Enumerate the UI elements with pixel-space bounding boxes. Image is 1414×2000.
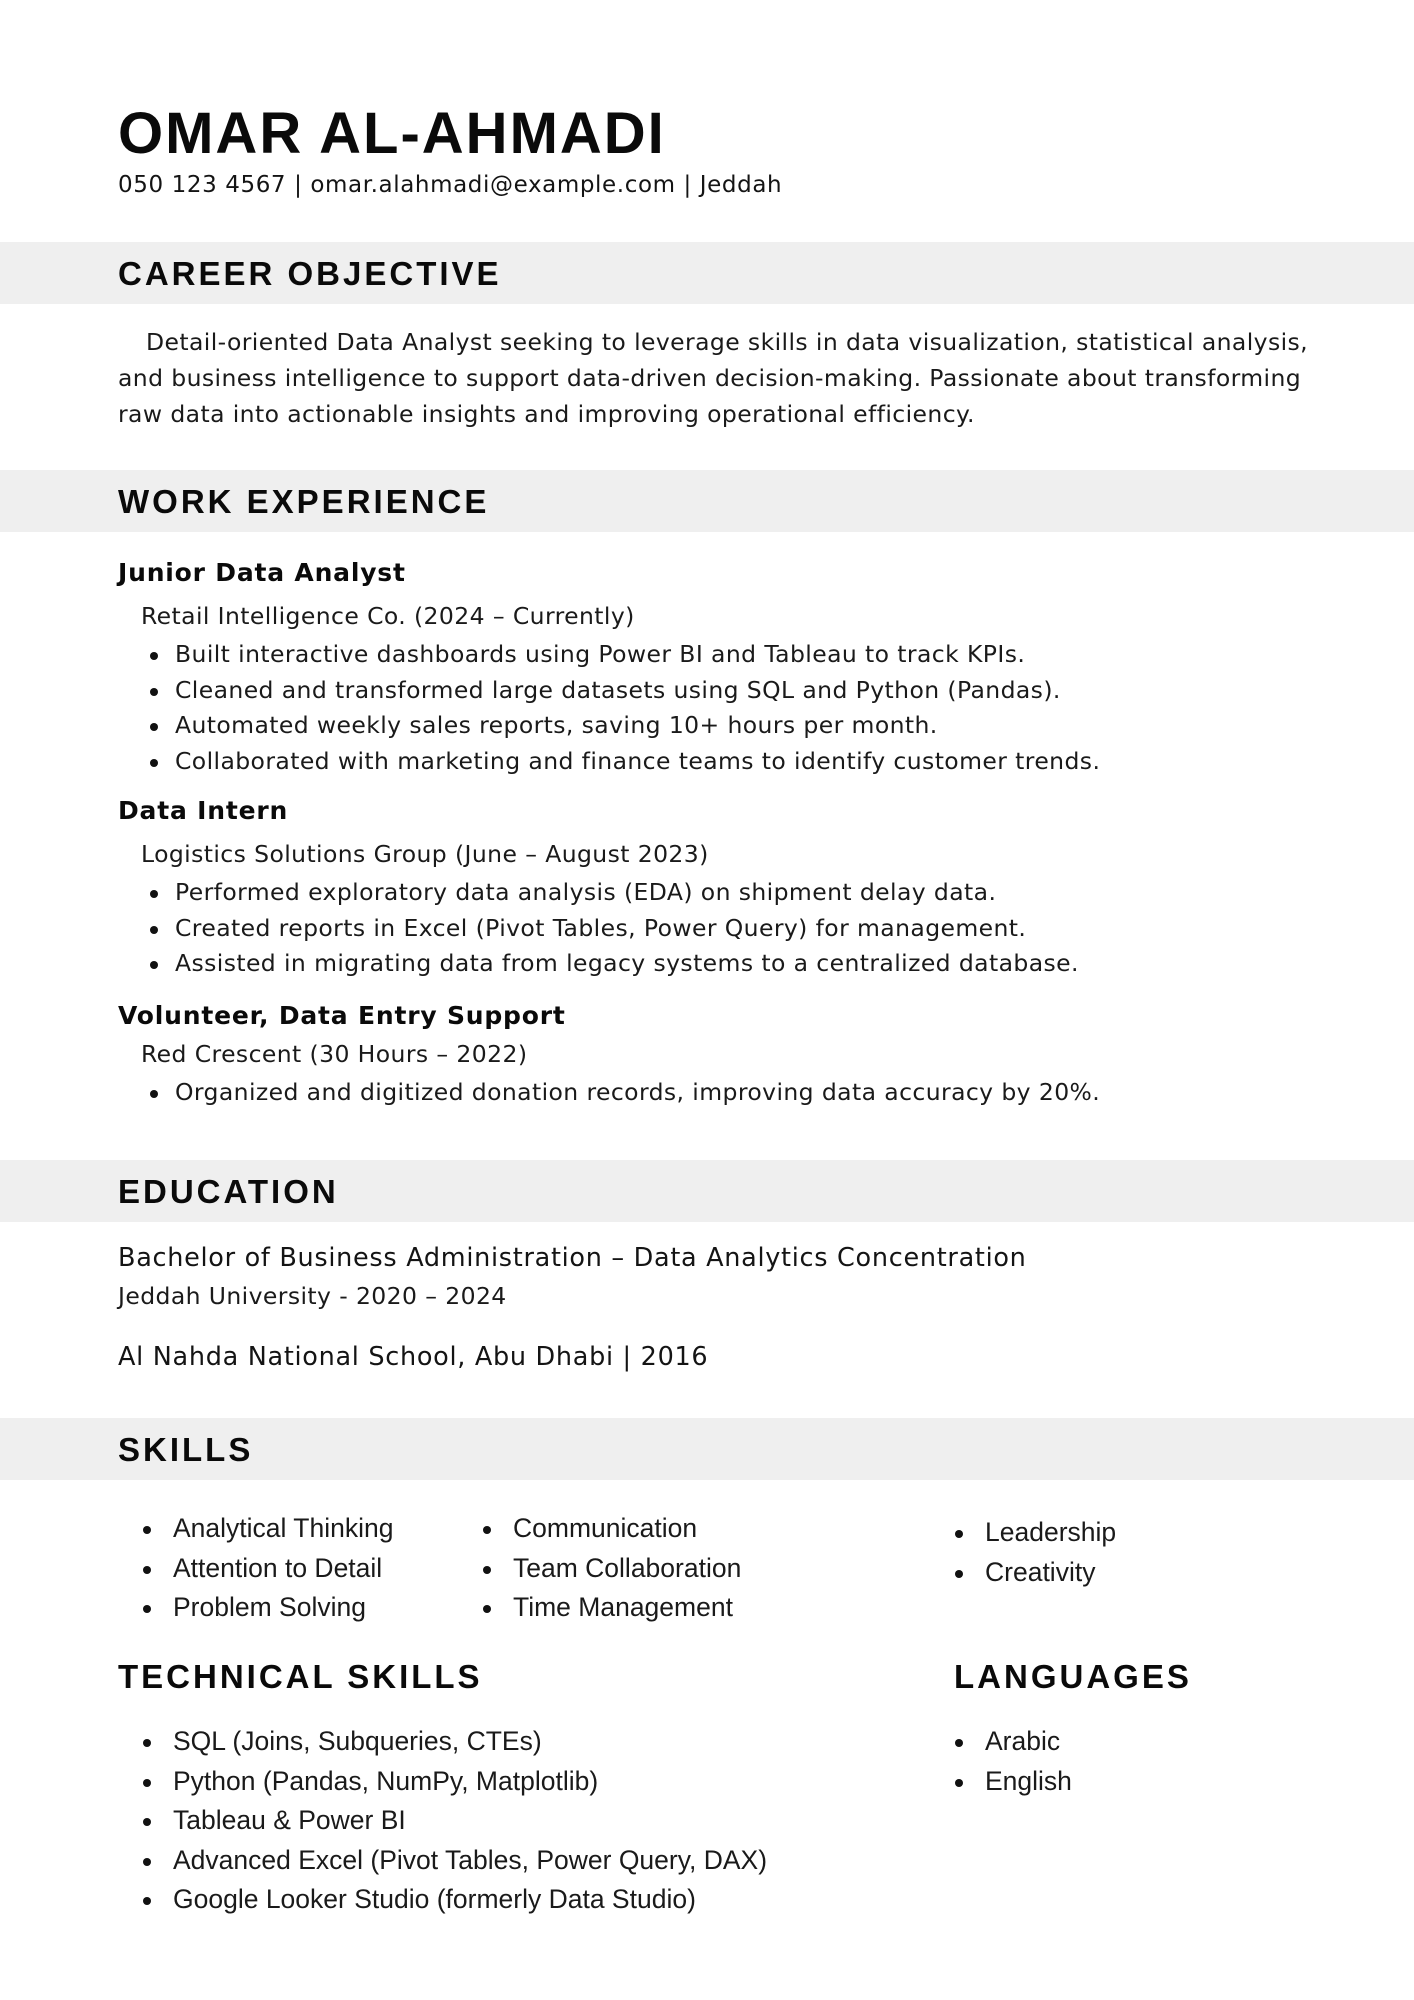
education-heading: EDUCATION: [118, 1173, 339, 1210]
skills-column-1: [118, 1509, 393, 1628]
contact-line: 050 123 4567 | omar.alahmadi@example.com | Jeddah: [118, 172, 783, 198]
job-bullet: Automated weekly sales reports, saving 10+ hours per month.: [142, 708, 1100, 744]
skill-item: Attention to Detail: [118, 1549, 393, 1589]
job-bullets: [142, 1075, 1100, 1111]
candidate-name: OMAR AL-AHMADI: [118, 101, 666, 166]
skill-item: Time Management: [458, 1588, 741, 1628]
job-org: Retail Intelligence Co. (2024 – Currently): [141, 602, 635, 630]
job-title: Junior Data Analyst: [118, 558, 406, 587]
career-objective-heading: CAREER OBJECTIVE: [118, 255, 502, 292]
job-bullet: Created reports in Excel (Pivot Tables, Power Query) for management.: [142, 911, 1079, 947]
job-bullet: Cleaned and transformed large datasets using SQL and Python (Pandas).: [142, 673, 1100, 709]
skill-item: Team Collaboration: [458, 1549, 741, 1589]
language-item: Arabic: [930, 1722, 1072, 1762]
technical-skill-item: SQL (Joins, Subqueries, CTEs): [118, 1722, 767, 1762]
technical-skills-heading: TECHNICAL SKILLS: [118, 1658, 483, 1695]
job-title: Volunteer, Data Entry Support: [118, 1001, 566, 1030]
career-objective-band: [0, 242, 1414, 304]
job-org: Logistics Solutions Group (June – August 2023): [141, 840, 709, 868]
languages-heading: LANGUAGES: [954, 1658, 1192, 1695]
language-item: English: [930, 1762, 1072, 1802]
skill-item: Leadership: [930, 1513, 1116, 1553]
job-bullet: Collaborated with marketing and finance teams to identify customer trends.: [142, 744, 1100, 780]
technical-skills-list: [118, 1722, 767, 1920]
job-bullet: Organized and digitized donation records, improving data accuracy by 20%.: [142, 1075, 1100, 1111]
skills-column-2: [458, 1509, 741, 1628]
job-bullet: Built interactive dashboards using Power BI and Tableau to track KPIs.: [142, 637, 1100, 673]
skills-heading: SKILLS: [118, 1431, 254, 1468]
technical-skill-item: Tableau & Power BI: [118, 1801, 767, 1841]
degree-title: Bachelor of Business Administration – Data Analytics Concentration: [118, 1243, 1027, 1273]
job-bullets: [142, 637, 1100, 779]
education-band: [0, 1160, 1414, 1222]
work-experience-band: [0, 470, 1414, 532]
technical-skill-item: Python (Pandas, NumPy, Matplotlib): [118, 1762, 767, 1802]
skill-item: Communication: [458, 1509, 741, 1549]
school-line: Al Nahda National School, Abu Dhabi | 2016: [118, 1342, 709, 1372]
job-title: Data Intern: [118, 796, 289, 825]
job-bullet: Performed exploratory data analysis (EDA) on shipment delay data.: [142, 875, 1079, 911]
technical-skill-item: Google Looker Studio (formerly Data Studio): [118, 1880, 767, 1920]
skill-item: Problem Solving: [118, 1588, 393, 1628]
work-experience-heading: WORK EXPERIENCE: [118, 483, 490, 520]
technical-skill-item: Advanced Excel (Pivot Tables, Power Query, DAX): [118, 1841, 767, 1881]
skill-item: Analytical Thinking: [118, 1509, 393, 1549]
skills-band: [0, 1418, 1414, 1480]
job-org: Red Crescent (30 Hours – 2022): [141, 1040, 528, 1068]
university-line: Jeddah University - 2020 – 2024: [118, 1282, 507, 1310]
skill-item: Creativity: [930, 1553, 1116, 1593]
job-bullet: Assisted in migrating data from legacy systems to a centralized database.: [142, 946, 1079, 982]
skills-column-3: [930, 1513, 1116, 1592]
job-bullets: [142, 875, 1079, 982]
languages-list: [930, 1722, 1072, 1801]
career-objective-text: Detail-oriented Data Analyst seeking to leverage skills in data visualization, statistical analysis, and business intelligence to support data-driven decision-making. Passionate about transforming raw data into actionable insights and improving operational efficiency.: [118, 328, 1309, 428]
